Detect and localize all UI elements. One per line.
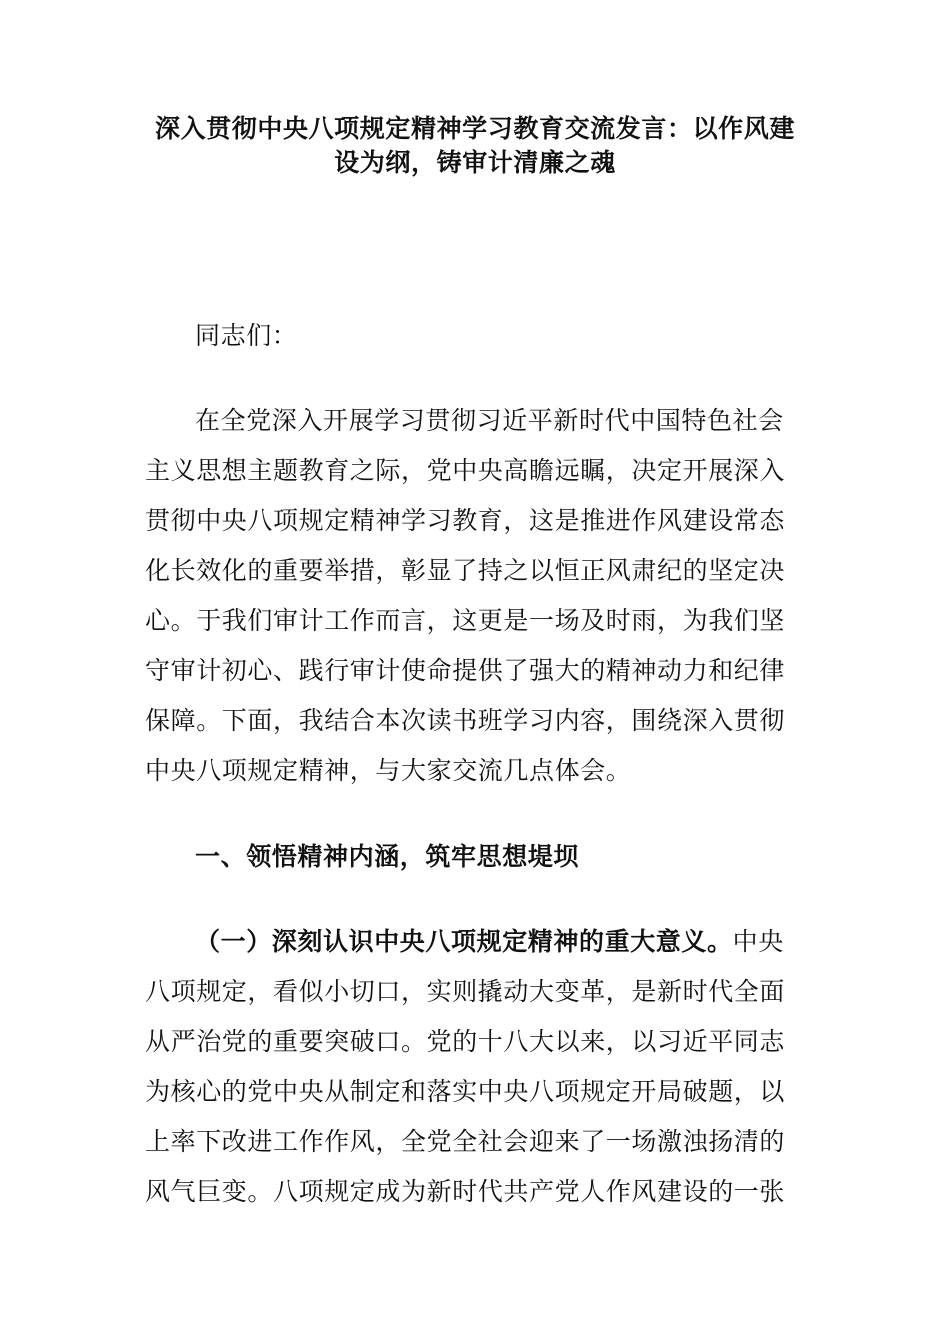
body-line: 从严治党的重要突破口。党的十八大以来，以习近平同志	[145, 1027, 786, 1056]
body-line: 为核心的党中央从制定和落实中央八项规定开局破题，以	[145, 1077, 786, 1106]
intro-line: 化长效化的重要举措，彰显了持之以恒正风肃纪的坚定决	[145, 556, 786, 585]
intro-line: 心。于我们审计工作而言，这更是一场及时雨，为我们坚	[145, 606, 786, 635]
subsection-first-line-rest: 中央	[732, 927, 784, 956]
intro-line: 主义思想主题教育之际，党中央高瞻远瞩，决定开展深入	[145, 456, 786, 485]
body-line: 八项规定，看似小切口，实则撬动大变革，是新时代全面	[145, 977, 786, 1006]
title-line-1: 深入贯彻中央八项规定精神学习教育交流发言：以作风建	[154, 114, 795, 143]
document-title	[140, 112, 810, 180]
section-heading: 一、领悟精神内涵，筑牢思想堤坝	[195, 842, 580, 871]
salutation: 同志们：	[195, 321, 298, 350]
intro-line: 贯彻中央八项规定精神学习教育，这是推进作风建设常态	[145, 506, 786, 535]
body-line: 风气巨变。八项规定成为新时代共产党人作风建设的一张	[145, 1177, 786, 1206]
intro-line: 中央八项规定精神，与大家交流几点体会。	[145, 756, 632, 785]
intro-line: 在全党深入开展学习贯彻习近平新时代中国特色社会	[195, 406, 784, 435]
intro-line: 保障。下面，我结合本次读书班学习内容，围绕深入贯彻	[145, 706, 786, 735]
title-line-2: 设为纲，铸审计清廉之魂	[334, 148, 616, 177]
body-line: 上率下改进工作作风，全党全社会迎来了一场激浊扬清的	[145, 1127, 786, 1156]
intro-line: 守审计初心、践行审计使命提供了强大的精神动力和纪律	[145, 656, 786, 685]
subsection-heading: （一）深刻认识中央八项规定精神的重大意义。	[195, 927, 733, 956]
subsection-first-line	[195, 925, 784, 959]
